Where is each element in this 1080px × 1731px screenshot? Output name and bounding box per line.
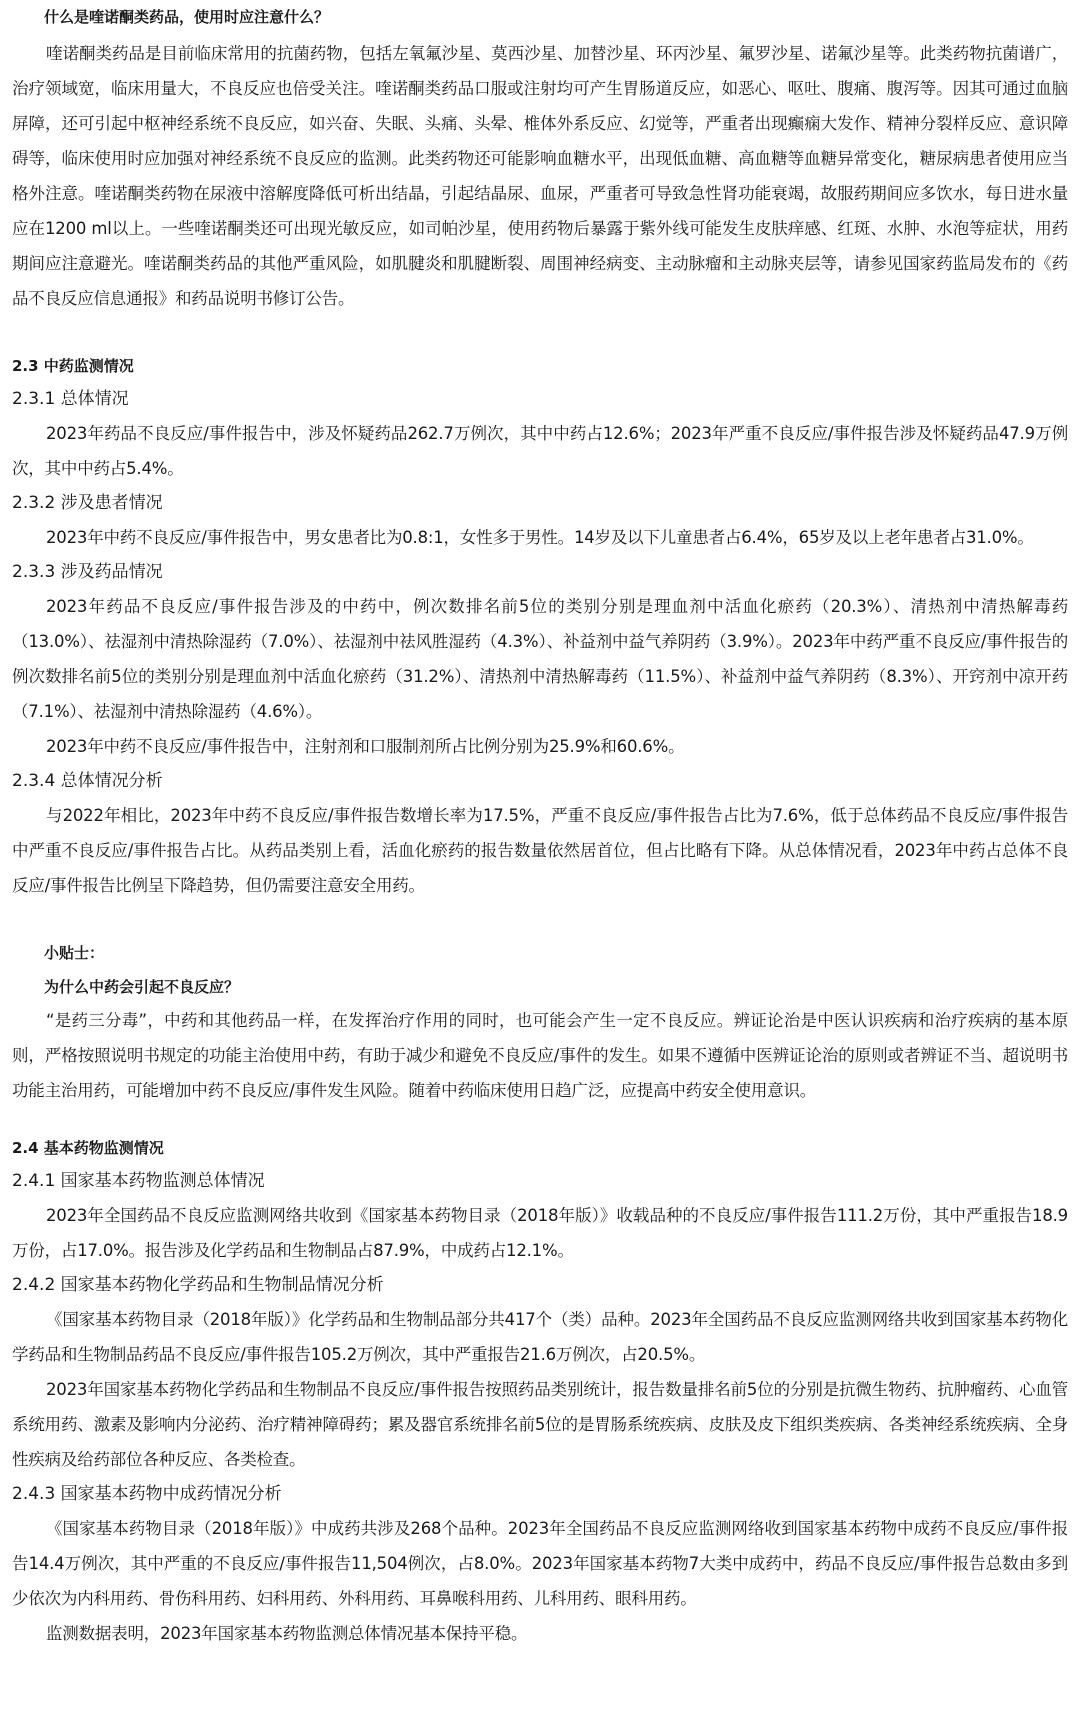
section-2-3-1-title: 2.3.1 总体情况	[12, 389, 129, 409]
section-2-3-4-text: 与2022年相比，2023年中药不良反应/事件报告数增长率为17.5%，严重不良反应/事件报告占比为7.6%，低于总体药品不良反应/事件报告中严重不良反应/事件报告占比。从药品类别上看，活血化瘀药的报告数量依然居首位，但占比略有下降。从总体情况看，2023年中药占总体不良反应/事件报告比例呈下降趋势，但仍需要注意安全用药。	[12, 806, 1068, 895]
section-2-4-title: 2.4 基本药物监测情况	[12, 1139, 164, 1157]
section-2-3-3-title: 2.3.3 涉及药品情况	[12, 562, 163, 582]
section-2-3-2-title: 2.3.2 涉及患者情况	[12, 493, 163, 513]
section-2-4-3-text-1: 《国家基本药物目录（2018年版）》中成药共涉及268个品种。2023年全国药品不良反应监测网络收到国家基本药物中成药不良反应/事件报告14.4万例次，其中严重的不良反应/事件报告11,504例次，占8.0%。2023年国家基本药物7大类中成药中，药品不良反应/事件报告总数由多到少依次为内科用药、骨伤科用药、妇科用药、外科用药、耳鼻喉科用药、儿科用药、眼科用药。	[12, 1519, 1068, 1608]
section-2-3-title: 2.3 中药监测情况	[12, 357, 134, 375]
section-2-3-1-text: 2023年药品不良反应/事件报告中，涉及怀疑药品262.7万例次，其中中药占12.6%；2023年严重不良反应/事件报告涉及怀疑药品47.9万例次，其中中药占5.4%。	[12, 424, 1068, 478]
section-2-4-2-text-1: 《国家基本药物目录（2018年版）》化学药品和生物制品部分共417个（类）品种。2023年全国药品不良反应监测网络共收到国家基本药物化学药品和生物制品药品不良反应/事件报告105.2万例次，其中严重报告21.6万例次，占20.5%。	[12, 1310, 1068, 1364]
section-2-3-3-text-2: 2023年中药不良反应/事件报告中，注射剂和口服制剂所占比例分别为25.9%和60.6%。	[46, 737, 685, 756]
section-2-4-3-title: 2.4.3 国家基本药物中成药情况分析	[12, 1484, 282, 1504]
section-2-4-2-title: 2.4.2 国家基本药物化学药品和生物制品情况分析	[12, 1275, 384, 1295]
section-2-4-1-text: 2023年全国药品不良反应监测网络共收到《国家基本药物目录（2018年版）》收载品种的不良反应/事件报告111.2万份，其中严重报告18.9万份，占17.0%。报告涉及化学药品和生物制品占87.9%，中成药占12.1%。	[12, 1206, 1068, 1260]
quinolone-question: 什么是喹诺酮类药品，使用时应注意什么？	[44, 8, 330, 26]
section-2-4-1-title: 2.4.1 国家基本药物监测总体情况	[12, 1171, 265, 1191]
tip-question: 为什么中药会引起不良反应？	[44, 978, 240, 996]
section-2-4-2-text-2: 2023年国家基本药物化学药品和生物制品不良反应/事件报告按照药品类别统计，报告数量排名前5位的分别是抗微生物药、抗肿瘤药、心血管系统用药、激素及影响内分泌药、治疗精神障碍药；累及器官系统排名前5位的是胃肠系统疾病、皮肤及皮下组织类疾病、各类神经系统疾病、全身性疾病及给药部位各种反应、各类检查。	[12, 1380, 1068, 1469]
section-2-3-4-title: 2.3.4 总体情况分析	[12, 771, 163, 791]
section-2-3-3-text-1: 2023年药品不良反应/事件报告涉及的中药中，例次数排名前5位的类别分别是理血剂中活血化瘀药（20.3%）、清热剂中清热解毒药（13.0%）、祛湿剂中清热除湿药（7.0%）、祛湿剂中祛风胜湿药（4.3%）、补益剂中益气养阴药（3.9%）。2023年中药严重不良反应/事件报告的例次数排名前5位的类别分别是理血剂中活血化瘀药（31.2%）、清热剂中清热解毒药（11.5%）、补益剂中益气养阴药（8.3%）、开窍剂中凉开药（7.1%）、祛湿剂中清热除湿药（4.6%）。	[12, 597, 1068, 721]
section-2-4-3-text-2: 监测数据表明，2023年国家基本药物监测总体情况基本保持平稳。	[46, 1624, 528, 1643]
quinolone-answer: 喹诺酮类药品是目前临床常用的抗菌药物，包括左氧氟沙星、莫西沙星、加替沙星、环丙沙星、氟罗沙星、诺氟沙星等。此类药物抗菌谱广，治疗领域宽，临床用量大，不良反应也倍受关注。喹诺酮类药品口服或注射均可产生胃肠道反应，如恶心、呕吐、腹痛、腹泻等。因其可通过血脑屏障，还可引起中枢神经系统不良反应，如兴奋、失眠、头痛、头晕、椎体外系反应、幻觉等，严重者出现癫痫大发作、精神分裂样反应、意识障碍等，临床使用时应加强对神经系统不良反应的监测。此类药物还可能影响血糖水平，出现低血糖、高血糖等血糖异常变化，糖尿病患者使用应当格外注意。喹诺酮类药物在尿液中溶解度降低可析出结晶，引起结晶尿、血尿，严重者可导致急性肾功能衰竭，故服药期间应多饮水，每日进水量应在1200 ml以上。一些喹诺酮类还可出现光敏反应，如司帕沙星，使用药物后暴露于紫外线可能发生皮肤痒感、红斑、水肿、水泡等症状，用药期间应注意避光。喹诺酮类药品的其他严重风险，如肌腱炎和肌腱断裂、周围神经病变、主动脉瘤和主动脉夹层等，请参见国家药监局发布的《药品不良反应信息通报》和药品说明书修订公告。	[12, 44, 1068, 308]
section-2-3-2-text: 2023年中药不良反应/事件报告中，男女患者比为0.8:1，女性多于男性。14岁及以下儿童患者占6.4%，65岁及以上老年患者占31.0%。	[46, 528, 1034, 547]
tip-answer: “是药三分毒”，中药和其他药品一样，在发挥治疗作用的同时，也可能会产生一定不良反应。辨证论治是中医认识疾病和治疗疾病的基本原则，严格按照说明书规定的功能主治使用中药，有助于减少和避免不良反应/事件的发生。如果不遵循中医辨证论治的原则或者辨证不当、超说明书功能主治用药，可能增加中药不良反应/事件发生风险。随着中药临床使用日趋广泛，应提高中药安全使用意识。	[12, 1011, 1068, 1100]
tip-label: 小贴士：	[44, 944, 105, 962]
